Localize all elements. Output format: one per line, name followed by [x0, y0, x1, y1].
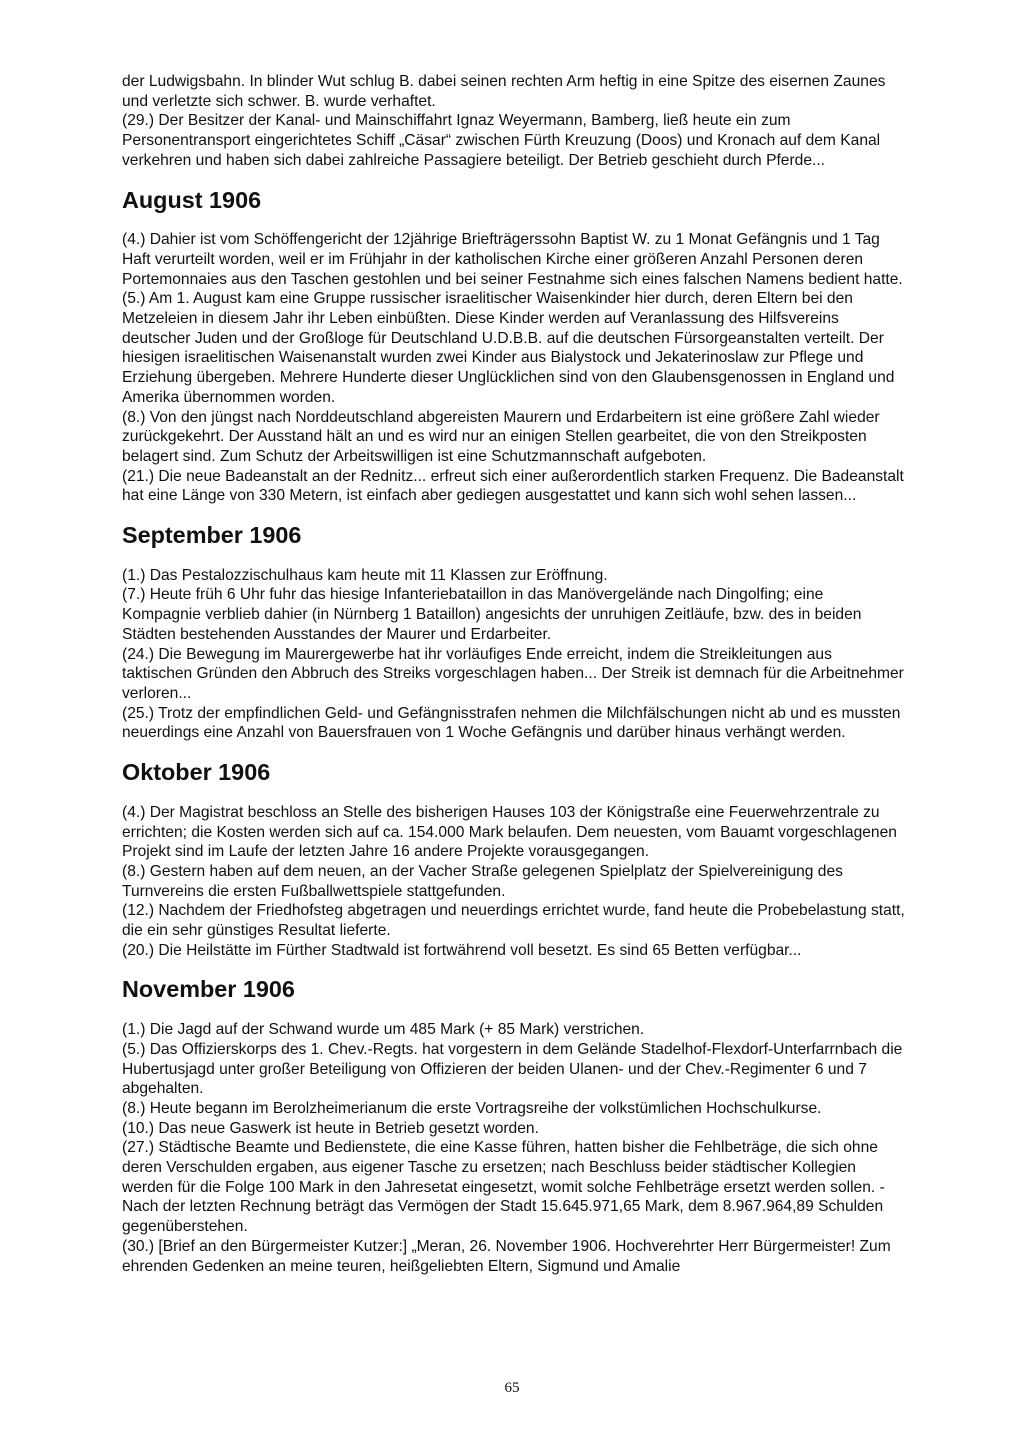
page-number: 65 — [504, 1380, 520, 1396]
paragraph: (10.) Das neue Gaswerk ist heute in Betrieb gesetzt worden. — [122, 1119, 539, 1137]
paragraph: (30.) [Brief an den Bürgermeister Kutzer:] „Meran, 26. November 1906. Hochverehrter Herr Bürgermeister! Zum ehrenden Gedenken an meine teuren, heißgeliebten Eltern, Sigmund und Amalie — [122, 1237, 891, 1275]
paragraph: (5.) Am 1. August kam eine Gruppe russischer israelitischer Waisenkinder hier durch, deren Eltern bei den Metzeleien in diesem Jahr ihr Leben einbüßten. Diese Kinder werden auf Veranlassung des Hilfsvereins deutscher Juden und der Großloge für Deutschland U.D.B.B. auf die deutschen Fürsorgeanstalten verteilt. Der hiesigen israelitischen Waisenanstalt wurden zwei Kinder aus Bialystock und Jekaterinoslaw zur Pflege und Erziehung übergeben. Mehrere Hunderte dieser Unglücklichen sind von den Glaubensgenossen in England und Amerika übernommen worden. — [122, 290, 895, 406]
section-heading: August 1906 — [122, 186, 262, 213]
paragraph: (29.) Der Besitzer der Kanal- und Mainschiffahrt Ignaz Weyermann, Bamberg, ließ heute ein zum Personentransport eingerichtetes Schiff „Cäsar“ zwischen Fürth Kreuzung (Doos) und Kronach auf dem Kanal verkehren und haben sich dabei zahlreiche Passagiere beteiligt. Der Betrieb geschieht durch Pferde... — [122, 112, 881, 169]
paragraph: (21.) Die neue Badeanstalt an der Rednitz... erfreut sich einer außerordentlich starken Frequenz. Die Badeanstalt hat eine Länge von 330 Metern, ist einfach aber gediegen ausgestattet und kann sich wohl sehen lassen... — [122, 467, 904, 505]
document-page — [122, 72, 906, 1276]
section-oktober-1906 — [122, 759, 906, 960]
section-august-1906 — [122, 186, 906, 507]
paragraph: (1.) Die Jagd auf der Schwand wurde um 485 Mark (+ 85 Mark) verstrichen. — [122, 1021, 645, 1039]
paragraph: (4.) Dahier ist vom Schöffengericht der 12jährige Briefträgerssohn Baptist W. zu 1 Monat Gefängnis und 1 Tag Haft verurteilt worden, weil er im Frühjahr in der katholischen Kirche einer größeren Anzahl Personen deren Portemonnaies aus den Taschen gestohlen und bei seiner Festnahme sich eines falschen Namens bedient hatte. — [122, 231, 903, 288]
section-heading: Oktober 1906 — [122, 759, 271, 786]
paragraph: (24.) Die Bewegung im Maurergewerbe hat ihr vorläufiges Ende erreicht, indem die Streikleitungen aus taktischen Gründen den Abbruch des Streiks vorgeschlagen haben... Der Streik ist demnach für die Arbeitnehmer verloren... — [122, 645, 904, 702]
paragraph: (12.) Nachdem der Friedhofsteg abgetragen und neuerdings errichtet wurde, fand heute die Probebelastung statt, die ein sehr günstiges Resultat lieferte. — [122, 902, 905, 940]
paragraph: (27.) Städtische Beamte und Bedienstete, die eine Kasse führen, hatten bisher die Fehlbeträge, die sich ohne deren Verschulden ergaben, aus eigener Tasche zu ersetzen; nach Beschluss beider städtischer Kollegien werden für die Folge 100 Mark in den Jahresetat eingesetzt, womit solche Fehlbeträge ersetzt werden sollen. - Nach der letzten Rechnung beträgt das Vermögen der Stadt 15.645.971,65 Mark, dem 8.967.964,89 Schulden gegenüberstehen. — [122, 1139, 885, 1236]
paragraph: (4.) Der Magistrat beschloss an Stelle des bisherigen Hauses 103 der Königstraße eine Feuerwehrzentrale zu errichten; die Kosten werden sich auf ca. 154.000 Mark belaufen. Dem neuesten, vom Bauamt vorgeschlagenen Projekt sind im Laufe der letzten Jahre 16 andere Projekte vorausgegangen. — [122, 803, 897, 861]
paragraph: (8.) Gestern haben auf dem neuen, an der Vacher Straße gelegenen Spielplatz der Spielvereinigung des Turnvereins die ersten Fußballwettspiele stattgefunden. — [122, 862, 843, 900]
intro-section — [122, 72, 906, 171]
paragraph: (5.) Das Offizierskorps des 1. Chev.-Regts. hat vorgestern in dem Gelände Stadelhof-Flexdorf-Unterfarrnbach die Hubertusjagd unter großer Beteiligung von Offizieren der beiden Ulanen- und der Chev.-Regimenter 6 und 7 abgehalten. — [122, 1040, 903, 1098]
section-heading: November 1906 — [122, 976, 295, 1003]
paragraph: (7.) Heute früh 6 Uhr fuhr das hiesige Infanteriebataillon in das Manövergelände nach Dingolfing; eine Kompagnie verblieb dahier (in Nürnberg 1 Bataillon) angesichts der unruhigen Zeitläufe, bzw. des in beiden Städten bestehenden Ausstandes der Maurer und Erdarbeiter. — [122, 586, 862, 643]
section-september-1906 — [122, 522, 906, 743]
paragraph: der Ludwigsbahn. In blinder Wut schlug B. dabei seinen rechten Arm heftig in eine Spitze des eisernen Zaunes und verletzte sich schwer. B. wurde verhaftet. — [122, 73, 886, 110]
paragraph: (8.) Von den jüngst nach Norddeutschland abgereisten Maurern und Erdarbeitern ist eine größere Zahl wieder zurückgekehrt. Der Ausstand hält an und es wird nur an einigen Stellen gearbeitet, die von den Streikposten belagert sind. Zum Schutz der Arbeitswilligen ist eine Schutzmannschaft aufgeboten. — [122, 408, 880, 465]
paragraph: (8.) Heute begann im Berolzheimerianum die erste Vortragsreihe der volkstümlichen Hochschulkurse. — [122, 1099, 822, 1117]
paragraph: (25.) Trotz der empfindlichen Geld- und Gefängnisstrafen nehmen die Milchfälschungen nicht ab und es mussten neuerdings eine Anzahl von Bauersfrauen von 1 Woche Gefängnis und darüber hinaus verhängt werden. — [122, 704, 901, 742]
paragraph: (20.) Die Heilstätte im Fürther Stadtwald ist fortwährend voll besetzt. Es sind 65 Betten verfügbar... — [122, 941, 802, 959]
section-heading: September 1906 — [122, 522, 302, 549]
section-november-1906 — [122, 976, 906, 1276]
paragraph: (1.) Das Pestalozzischulhaus kam heute mit 11 Klassen zur Eröffnung. — [122, 566, 608, 584]
